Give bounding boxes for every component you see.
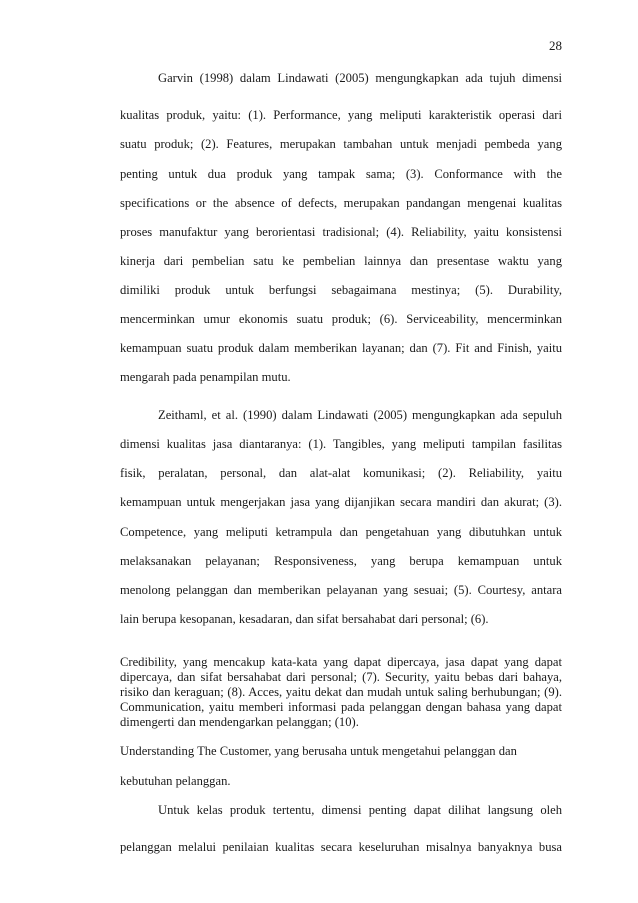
paragraph2-line-5: Competence, yang meliputi ketrampula dan pengetahuan yang dibutuhkan untuk	[120, 525, 562, 539]
paragraph2-line-6: melaksanakan pelayanan; Responsiveness, yang berupa kemampuan untuk	[120, 554, 562, 568]
paragraph1-line-6: proses manufaktur yang berorientasi tradisional; (4). Reliability, yaitu konsistensi	[120, 225, 562, 239]
paragraph3-line-1: Credibility, yang mencakup kata-kata yang dapat dipercaya, jasa dapat yang dapat	[120, 655, 562, 669]
paragraph3-line-4: Communication, yaitu memberi informasi pada pelanggan dengan bahasa yang dapat	[120, 700, 562, 714]
paragraph4-line-2: kebutuhan pelanggan.	[120, 774, 231, 788]
paragraph3-line-5: dimengerti dan mendengarkan pelanggan; (10).	[120, 715, 359, 729]
paragraph1-line-1: Garvin (1998) dalam Lindawati (2005) mengungkapkan ada tujuh dimensi	[158, 71, 562, 85]
paragraph1-line-3: suatu produk; (2). Features, merupakan tambahan untuk menjadi pembeda yang	[120, 137, 562, 151]
paragraph1-line-9: mencerminkan umur ekonomis suatu produk; (6). Serviceability, mencerminkan	[120, 312, 562, 326]
page-number: 28	[549, 38, 562, 53]
paragraph2-line-1: Zeithaml, et al. (1990) dalam Lindawati (2005) mengungkapkan ada sepuluh	[158, 408, 562, 422]
paragraph5-line-1: Untuk kelas produk tertentu, dimensi penting dapat dilihat langsung oleh	[158, 803, 562, 817]
paragraph4-line-1: Understanding The Customer, yang berusaha untuk mengetahui pelanggan dan	[120, 744, 517, 758]
paragraph3-line-2: dipercaya, dan sifat bersahabat dari personal; (7). Security, yaitu bebas dari bahaya,	[120, 670, 562, 684]
paragraph1-line-7: kinerja dari pembelian satu ke pembelian lainnya dan presentase waktu yang	[120, 254, 562, 268]
paragraph1-line-10: kemampuan suatu produk dalam memberikan layanan; dan (7). Fit and Finish, yaitu	[120, 341, 562, 355]
paragraph2-line-2: dimensi kualitas jasa diantaranya: (1). Tangibles, yang meliputi tampilan fasilitas	[120, 437, 562, 451]
paragraph1-line-4: penting untuk dua produk yang tampak sama; (3). Conformance with the	[120, 167, 562, 181]
paragraph2-line-7: menolong pelanggan dan memberikan pelayanan yang sesuai; (5). Courtesy, antara	[120, 583, 562, 597]
paragraph3-line-3: risiko dan keraguan; (8). Acces, yaitu dekat dan mudah untuk saling berhubungan; (9).	[120, 685, 562, 699]
paragraph1-line-11: mengarah pada penampilan mutu.	[120, 370, 291, 384]
paragraph1-line-5: specifications or the absence of defects, merupakan pandangan mengenai kualitas	[120, 196, 562, 210]
paragraph2-line-4: kemampuan untuk mengerjakan jasa yang dijanjikan secara mandiri dan akurat; (3).	[120, 495, 562, 509]
paragraph2-line-3: fisik, peralatan, personal, dan alat-alat komunikasi; (2). Reliability, yaitu	[120, 466, 562, 480]
paragraph5-line-2: pelanggan melalui penilaian kualitas secara keseluruhan misalnya banyaknya busa	[120, 840, 562, 854]
paragraph1-line-2: kualitas produk, yaitu: (1). Performance, yang meliputi karakteristik operasi dari	[120, 108, 562, 122]
paragraph1-line-8: dimiliki produk untuk berfungsi sebagaimana mestinya; (5). Durability,	[120, 283, 562, 297]
paragraph2-line-8: lain berupa kesopanan, kesadaran, dan sifat bersahabat dari personal; (6).	[120, 612, 489, 626]
